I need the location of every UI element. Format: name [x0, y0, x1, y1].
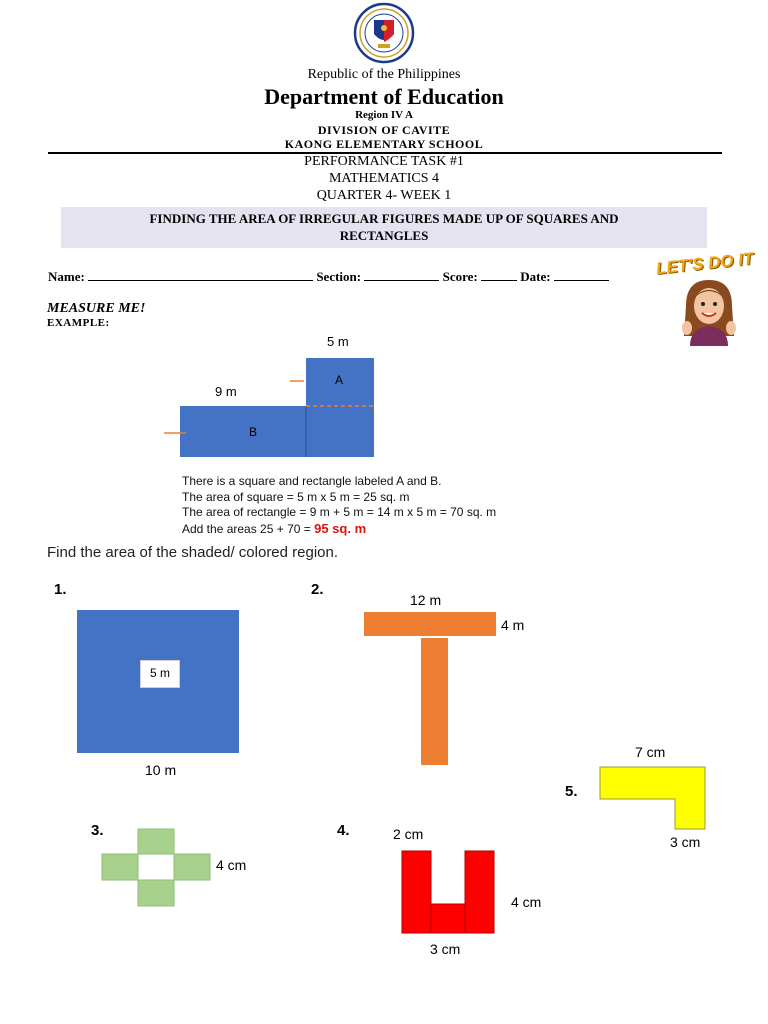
example-left-dim: 9 m — [215, 384, 237, 399]
topic-banner — [61, 207, 707, 248]
quarter-title: QUARTER 4- WEEK 1 — [316, 188, 452, 203]
example-top-dim: 5 m — [327, 334, 349, 349]
problem-5-shape — [599, 766, 707, 830]
girl-avatar-illustration — [678, 276, 740, 346]
problem-2-top-dim: 12 m — [410, 592, 442, 608]
name-field[interactable] — [88, 268, 313, 281]
example-rectangle-b — [180, 406, 374, 457]
example-line-3: The area of rectangle = 9 m + 5 m = 14 m x 5 m = 70 sq. m — [182, 505, 497, 519]
problem-4-shape — [401, 850, 495, 934]
division-text: DIVISION OF CAVITE — [317, 123, 451, 137]
example-label: EXAMPLE: — [47, 317, 110, 329]
republic-text: Republic of the Philippines — [307, 67, 461, 82]
example-line-4 — [182, 521, 496, 538]
section-label: Section: — [316, 269, 362, 284]
example-answer: 95 sq. m — [314, 520, 367, 536]
deped-seal — [348, 2, 420, 64]
example-figure — [160, 330, 400, 465]
section-field[interactable] — [364, 268, 439, 281]
task-title: PERFORMANCE TASK #1 — [304, 154, 464, 169]
problem-2-right-dim: 4 m — [501, 617, 525, 633]
instruction-text: Find the area of the shaded/ colored region. — [47, 544, 339, 561]
problem-5-top-dim: 7 cm — [635, 744, 666, 760]
problem-1-hole-label: 5 m — [149, 666, 170, 680]
problem-3-right-dim: 4 cm — [216, 857, 247, 873]
problem-2-t-bar — [364, 612, 496, 636]
problem-4-bottom-dim: 3 cm — [430, 941, 461, 957]
example-line-1: There is a square and rectangle labeled A and B. — [182, 474, 442, 488]
score-label: Score: — [442, 269, 478, 284]
problem-4-right-dim: 4 cm — [511, 894, 542, 910]
example-line-4-prefix: Add the areas 25 + 70 = — [182, 521, 315, 536]
date-field[interactable] — [554, 268, 609, 281]
topic-line-1: FINDING THE AREA OF IRREGULAR FIGURES MADE UP OF SQUARES AND — [149, 211, 619, 226]
problem-2-t-stem — [421, 638, 448, 765]
problem-4-number: 4. — [337, 822, 350, 839]
example-label-a: A — [335, 373, 344, 387]
problem-5-number: 5. — [565, 783, 578, 800]
problem-3-number: 3. — [91, 822, 104, 839]
score-field[interactable] — [481, 268, 517, 281]
problem-1-bottom-dim: 10 m — [145, 762, 177, 778]
problem-3-shape — [101, 828, 211, 908]
date-label: Date: — [520, 269, 551, 284]
example-label-b: B — [249, 425, 258, 439]
example-explanation — [182, 474, 496, 537]
student-info-line — [48, 268, 648, 285]
school-text: KAONG ELEMENTARY SCHOOL — [284, 137, 484, 151]
subject-title: MATHEMATICS 4 — [328, 171, 440, 186]
name-label: Name: — [48, 269, 85, 284]
problem-2-number: 2. — [311, 581, 324, 598]
problem-5-right-dim: 3 cm — [670, 834, 701, 850]
topic-line-2: RECTANGLES — [339, 228, 429, 243]
problem-1-number: 1. — [54, 581, 67, 598]
example-line-2: The area of square = 5 m x 5 m = 25 sq. m — [182, 489, 410, 504]
problem-4-top-dim: 2 cm — [393, 826, 424, 842]
lets-do-it-text: LET'S DO IT — [655, 248, 755, 279]
department-title: Department of Education — [264, 84, 504, 109]
measure-me-heading: MEASURE ME! — [47, 301, 146, 316]
region-text: Region IV A — [355, 109, 413, 121]
